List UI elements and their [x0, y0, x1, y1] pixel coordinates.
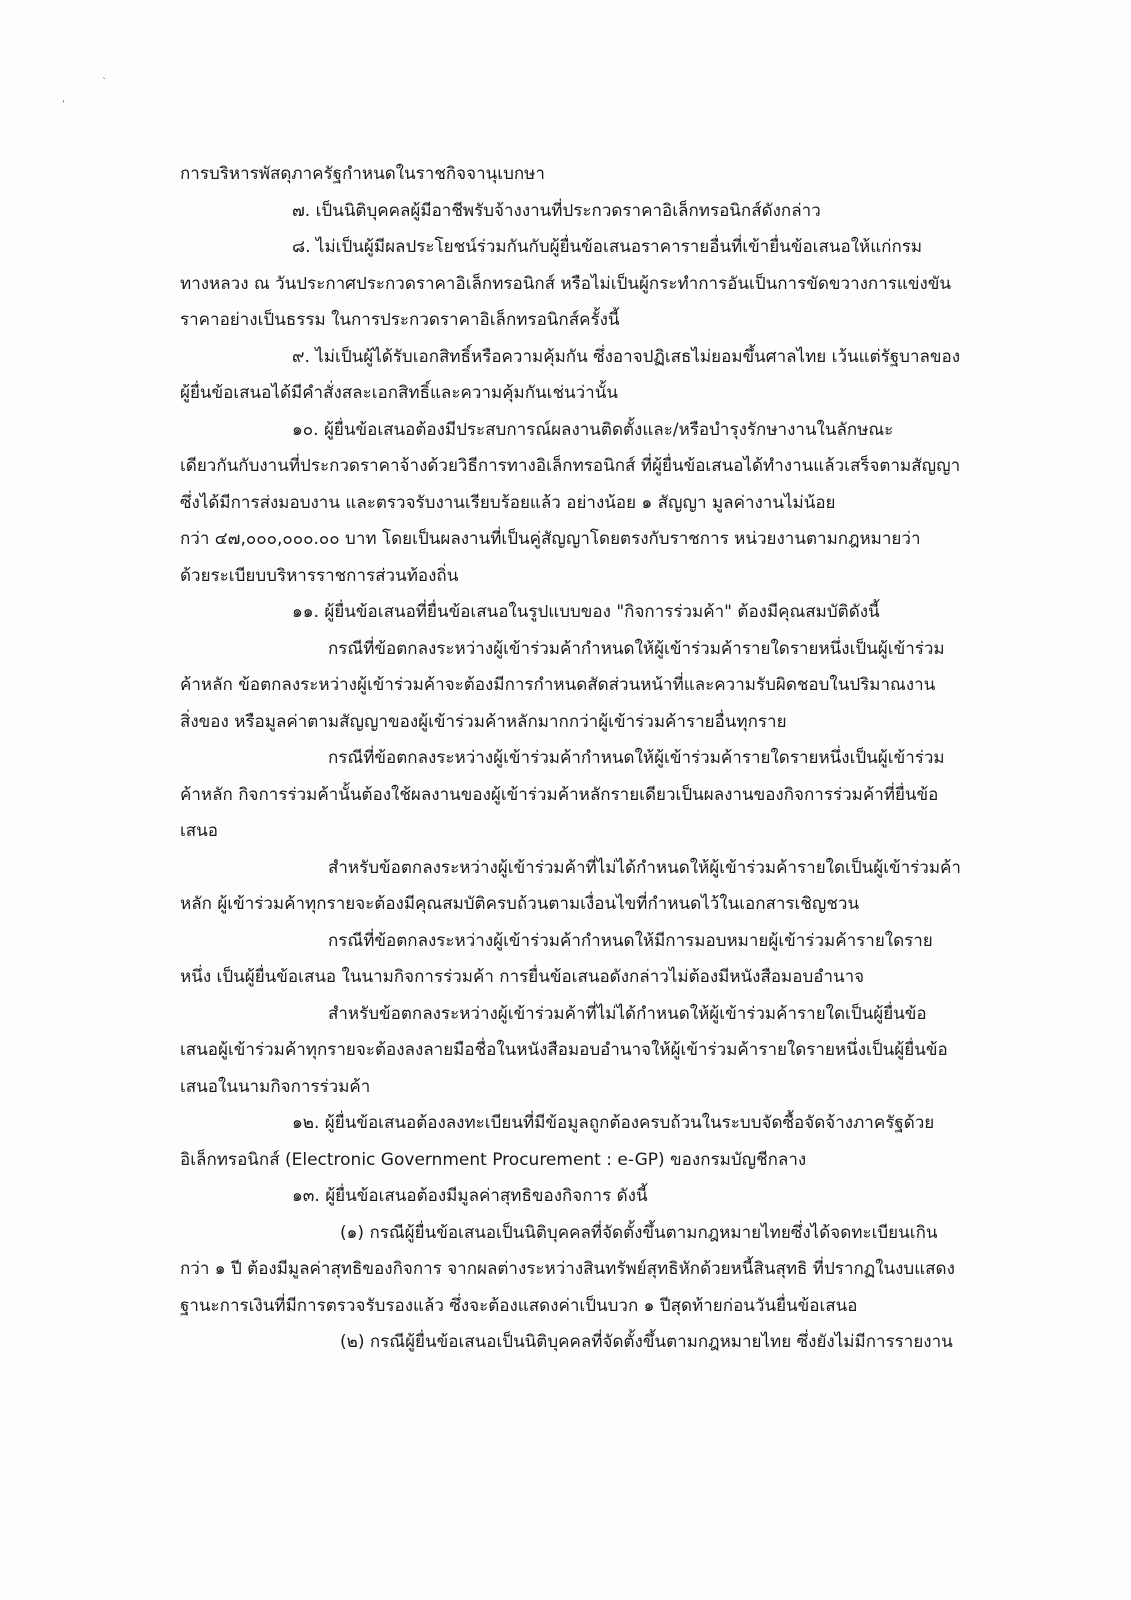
clause-13: ๑๓. ผู้ยื่นข้อเสนอต้องมีมูลค่าสุทธิของกิจการ ดังนี้ — [292, 1186, 648, 1206]
clause-9: ๙. ไม่เป็นผู้ได้รับเอกสิทธิ์หรือความคุ้มกัน ซึ่งอาจปฏิเสธไม่ยอมขึ้นศาลไทย เว้นแต่รัฐบาลของ — [292, 346, 961, 367]
text-line: เสนอ — [180, 821, 219, 841]
joint-venture-case: กรณีที่ข้อตกลงระหว่างผู้เข้าร่วมค้ากำหนดให้มีการมอบหมายผู้เข้าร่วมค้ารายใดราย — [328, 930, 933, 951]
scan-speck: ' — [62, 99, 65, 110]
text-line: เสนอผู้เข้าร่วมค้าทุกรายจะต้องลงลายมือชื่อในหนังสือมอบอำนาจให้ผู้เข้าร่วมค้ารายใดรายหนึ่งเป็นผู้ยื่นข้อ — [180, 1040, 948, 1060]
text-line: ค้าหลัก ข้อตกลงระหว่างผู้เข้าร่วมค้าจะต้องมีการกำหนดสัดส่วนหน้าที่และความรับผิดชอบในปริมาณงาน — [180, 675, 936, 695]
text-line: หลัก ผู้เข้าร่วมค้าทุกรายจะต้องมีคุณสมบัติครบถ้วนตามเงื่อนไขที่กำหนดไว้ในเอกสารเชิญชวน — [180, 894, 860, 914]
text-line: หนึ่ง เป็นผู้ยื่นข้อเสนอ ในนามกิจการร่วมค้า การยื่นข้อเสนอดังกล่าวไม่ต้องมีหนังสือมอบอำนาจ — [180, 967, 865, 987]
scan-speck: ` — [102, 77, 107, 88]
text-line: ซึ่งได้มีการส่งมอบงาน และตรวจรับงานเรียบร้อยแล้ว อย่างน้อย ๑ สัญญา มูลค่างานไม่น้อย — [180, 492, 836, 513]
document-body — [180, 156, 980, 1361]
clause-12: ๑๒. ผู้ยื่นข้อเสนอต้องลงทะเบียนที่มีข้อมูลถูกต้องครบถ้วนในระบบจัดซื้อจัดจ้างภาครัฐด้วย — [292, 1113, 935, 1133]
text-line: ทางหลวง ณ วันประกาศประกวดราคาอิเล็กทรอนิกส์ หรือไม่เป็นผู้กระทำการอันเป็นการขัดขวางการแข่งขัน — [180, 273, 952, 294]
text-line: กว่า ๑ ปี ต้องมีมูลค่าสุทธิของกิจการ จากผลต่างระหว่างสินทรัพย์สุทธิหักด้วยหนี้สินสุทธิ ที่ปรากฏในงบแสดง — [180, 1259, 955, 1279]
text-line: สิ่งของ หรือมูลค่าตามสัญญาของผู้เข้าร่วมค้าหลักมากกว่าผู้เข้าร่วมค้ารายอื่นทุกราย — [180, 711, 787, 732]
clause-8: ๘. ไม่เป็นผู้มีผลประโยชน์ร่วมกันกับผู้ยื่นข้อเสนอราคารายอื่นที่เข้ายื่นข้อเสนอให้แก่กรม — [292, 237, 923, 257]
sub-clause-2: (๒) กรณีผู้ยื่นข้อเสนอเป็นนิติบุคคลที่จัดตั้งขึ้นตามกฎหมายไทย ซึ่งยังไม่มีการรายงาน — [340, 1332, 953, 1352]
text-line: ค้าหลัก กิจการร่วมค้านั้นต้องใช้ผลงานของผู้เข้าร่วมค้าหลักรายเดียวเป็นผลงานของกิจการร่วมค้าที่ยื่นข้อ — [180, 784, 939, 805]
text-line: กว่า ๔๗,๐๐๐,๐๐๐.๐๐ บาท โดยเป็นผลงานที่เป็นคู่สัญญาโดยตรงกับราชการ หน่วยงานตามกฎหมายว่า — [180, 529, 921, 549]
text-line: ราคาอย่างเป็นธรรม ในการประกวดราคาอิเล็กทรอนิกส์ครั้งนี้ — [180, 310, 620, 330]
joint-venture-case: กรณีที่ข้อตกลงระหว่างผู้เข้าร่วมค้ากำหนดให้ผู้เข้าร่วมค้ารายใดรายหนึ่งเป็นผู้เข้าร่วม — [328, 748, 945, 768]
text-line: การบริหารพัสดุภาครัฐกำหนดในราชกิจจานุเบกษา — [180, 164, 545, 184]
joint-venture-case: สำหรับข้อตกลงระหว่างผู้เข้าร่วมค้าที่ไม่ได้กำหนดให้ผู้เข้าร่วมค้ารายใดเป็นผู้เข้าร่วมค้า — [328, 857, 961, 878]
text-line: อิเล็กทรอนิกส์ (Electronic Government Procurement : e-GP) ของกรมบัญชีกลาง — [180, 1149, 807, 1170]
text-line: ผู้ยื่นข้อเสนอได้มีคำสั่งสละเอกสิทธิ์และความคุ้มกันเช่นว่านั้น — [180, 383, 618, 403]
text-line: ฐานะการเงินที่มีการตรวจรับรองแล้ว ซึ่งจะต้องแสดงค่าเป็นบวก ๑ ปีสุดท้ายก่อนวันยื่นข้อเสนอ — [180, 1295, 858, 1316]
text-line: เดียวกันกับงานที่ประกวดราคาจ้างด้วยวิธีการทางอิเล็กทรอนิกส์ ที่ผู้ยื่นข้อเสนอได้ทำงานแล้วเสร็จตามสัญญา — [180, 456, 961, 476]
clause-11: ๑๑. ผู้ยื่นข้อเสนอที่ยื่นข้อเสนอในรูปแบบของ "กิจการร่วมค้า" ต้องมีคุณสมบัติดังนี้ — [292, 602, 880, 622]
clause-10: ๑๐. ผู้ยื่นข้อเสนอต้องมีประสบการณ์ผลงานติดตั้งและ/หรือบำรุงรักษางานในลักษณะ — [292, 419, 894, 440]
text-line: เสนอในนามกิจการร่วมค้า — [180, 1076, 371, 1097]
text-line: ด้วยระเบียบบริหารราชการส่วนท้องถิ่น — [180, 565, 459, 586]
sub-clause-1: (๑) กรณีผู้ยื่นข้อเสนอเป็นนิติบุคคลที่จัดตั้งขึ้นตามกฎหมายไทยซึ่งได้จดทะเบียนเกิน — [340, 1222, 938, 1243]
joint-venture-case: กรณีที่ข้อตกลงระหว่างผู้เข้าร่วมค้ากำหนดให้ผู้เข้าร่วมค้ารายใดรายหนึ่งเป็นผู้เข้าร่วม — [328, 638, 945, 659]
joint-venture-case: สำหรับข้อตกลงระหว่างผู้เข้าร่วมค้าที่ไม่ได้กำหนดให้ผู้เข้าร่วมค้ารายใดเป็นผู้ยื่นข้อ — [328, 1003, 927, 1024]
clause-7: ๗. เป็นนิติบุคคลผู้มีอาชีพรับจ้างงานที่ประกวดราคาอิเล็กทรอนิกส์ดังกล่าว — [292, 200, 821, 221]
